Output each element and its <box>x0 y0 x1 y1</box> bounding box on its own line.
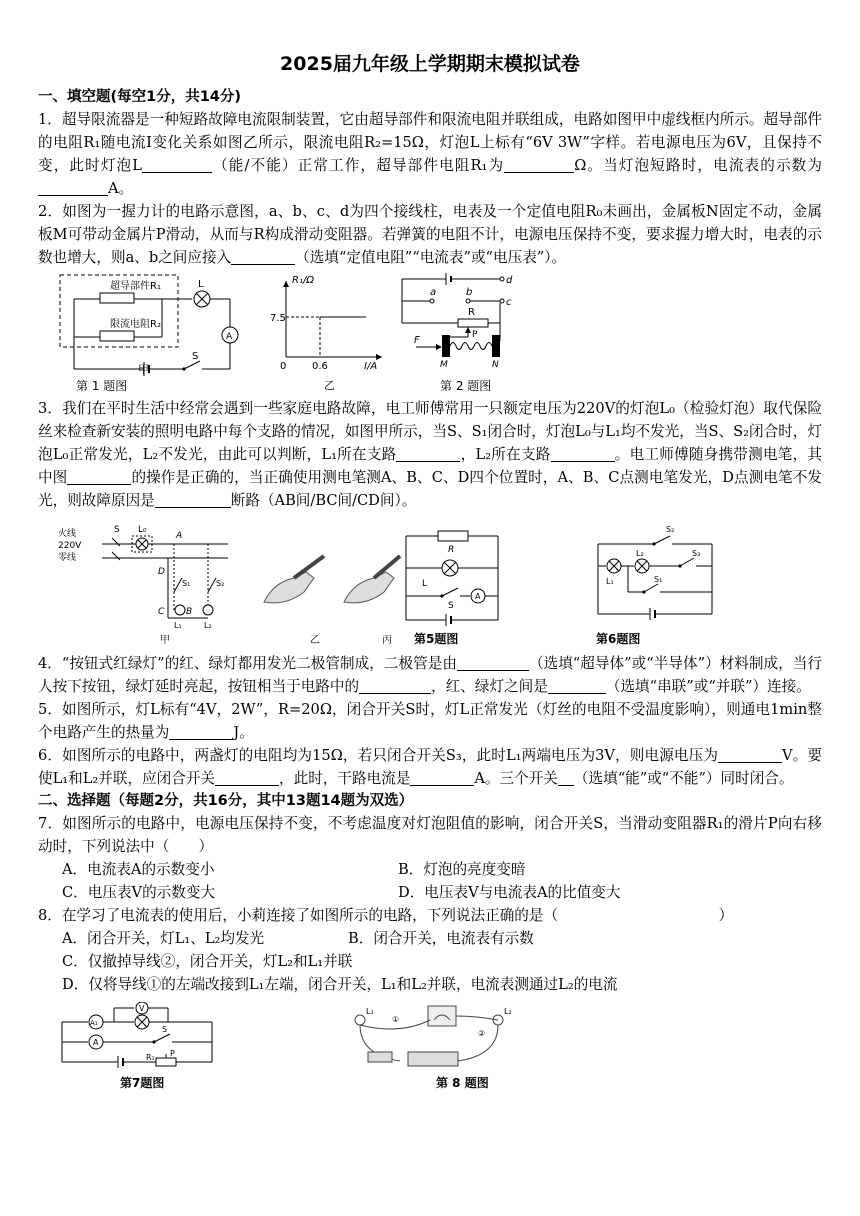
label-bing: 丙 <box>382 635 392 646</box>
terminal-c: c <box>506 297 512 308</box>
label-yi: 乙 <box>310 635 320 646</box>
figure-1-caption: 第 1 题图 <box>76 379 128 393</box>
label-S: S <box>448 601 454 611</box>
label-S: S <box>114 525 120 535</box>
label-S2: S₂ <box>666 525 675 534</box>
blank <box>551 445 615 462</box>
question-7-options-row-2 <box>38 881 822 904</box>
question-1: 1．超导限流器是一种短路故障电流限制装置，它由超导部件和限流电阻并联组成，电路如图甲中虚线框内所示。超导部件的电阻R₁随电流I变化关系如图乙所示，限流电阻R₂=15Ω，灯泡L上标有“6V 3W”字样。若电源电压为6V，且保持不变，此时灯泡L （能/不能）正常工作，超导部件电阻R₁为 Ω。当灯泡短路时，电流表的示数为A。 <box>38 111 822 197</box>
blank <box>215 769 279 786</box>
question-8-options-row-3 <box>38 973 822 996</box>
label-R: R <box>448 545 455 555</box>
question-8-options-row-1 <box>38 927 822 950</box>
blank <box>231 248 295 265</box>
blank <box>38 179 108 196</box>
label-R1: R₁ <box>146 1053 155 1062</box>
ammeter-a1-label: A₁ <box>90 1019 98 1027</box>
terminal-d: d <box>506 275 513 286</box>
blank <box>169 723 233 740</box>
label-S1: S₁ <box>182 579 191 588</box>
figure-1-yi-graph <box>270 269 390 373</box>
label-yi: 乙 <box>324 379 335 392</box>
label-220v: 220V <box>58 541 82 551</box>
option-7b[interactable]: B．灯泡的亮度变暗 <box>398 861 526 878</box>
blank <box>410 769 474 786</box>
label-point-A: A <box>176 531 183 541</box>
blank <box>142 156 212 173</box>
option-7d[interactable]: D．电压表V与电流表A的比值变大 <box>398 884 621 901</box>
question-6: 6．如图所示的电路中，两盏灯的电阻均为15Ω，若只闭合开关S₃，此时L₁两端电压为3V，则电源电压为 V。要使L₁和L₂并联，应闭合开关 ，此时，干路电流是 A。三个开关 （选填“能”或“不能”）同时闭合。 <box>38 747 823 787</box>
figure-7-circuit <box>58 1002 218 1072</box>
figure-2-caption: 第 2 题图 <box>440 379 492 393</box>
blank <box>504 156 574 173</box>
label-live-wire: 火线 <box>58 529 77 539</box>
option-8d[interactable]: D．仅将导线①的左端改接到L₁左端，闭合开关，L₁和L₂并联，电流表测通过L₂的电流 <box>62 976 618 993</box>
question-7-options-row-1 <box>38 858 822 881</box>
label-S: S <box>162 1025 168 1034</box>
label-M: M <box>440 360 448 370</box>
label-superconductor: 超导部件R₁ <box>110 281 161 292</box>
label-S1: S₁ <box>654 575 663 584</box>
ammeter-label: A <box>475 592 481 601</box>
label-jia: 甲 <box>138 363 149 376</box>
option-8a[interactable]: A．闭合开关，灯L₁、L₂均发光 <box>62 930 265 947</box>
option-8b[interactable]: B．闭合开关，电流表有示数 <box>348 930 534 947</box>
ammeter-label: A <box>226 332 233 342</box>
figure-5-circuit <box>402 526 502 626</box>
label-P: P <box>170 1049 175 1058</box>
figure-row-1 <box>38 269 822 397</box>
blank <box>396 445 460 462</box>
figure-6-circuit <box>594 522 718 626</box>
page-title: 2025届九年级上学期期末模拟试卷 <box>280 53 580 75</box>
label-wire-2: ② <box>478 1029 486 1038</box>
label-limiting-resistor: 限流电阻R₂ <box>110 319 161 330</box>
figure-row-2 <box>38 522 822 652</box>
ammeter-a-label: A <box>93 1038 99 1047</box>
label-S3: S₃ <box>692 549 701 558</box>
label-F: F <box>414 335 420 346</box>
label-lamp: L <box>198 279 204 290</box>
label-L2: L₂ <box>204 621 212 630</box>
label-P: P <box>472 330 478 340</box>
figure-7-caption: 第7题图 <box>120 1076 165 1090</box>
label-L0: L₀ <box>138 525 147 535</box>
option-8c[interactable]: C．仅撤掉导线②，闭合开关，灯L₂和L₁并联 <box>62 953 353 970</box>
label-wire-1: ① <box>392 1015 400 1024</box>
label-L: L <box>422 579 428 589</box>
blank <box>558 769 574 786</box>
label-N: N <box>492 360 499 370</box>
question-8-stem: 8．在学习了电流表的使用后，小莉连接了如图所示的电路，下列说法正确的是（ ） <box>38 907 734 924</box>
figure-3-test-pen-hands <box>254 542 404 612</box>
label-point-C: C <box>158 607 165 617</box>
question-3: 3．我们在平时生活中经常会遇到一些家庭电路故障，电工师傅常用一只额定电压为220V的灯泡L₀（检验灯泡）取代保险丝来检查新安装的照明电路中每个支路的情况，如图甲所示，当S、S₁闭合时，灯泡L₀与L₁均不发光，当S、S₂闭合时，灯泡L₀正常发光，L₂不发光，由此可以判断，L₁所在支路 ，L₂所在支路 。电工师傅随身携带测电笔，其中图 的操作是正确的，当正确使用测电笔测A、B、C、D四个位置时，A、B、C点测电笔发光，D点测电笔不发光，则故障原因是 断路（AB间/BC间/CD间）。 <box>38 400 822 509</box>
section-fill-blank: 一、填空题(每空1分，共14分) <box>38 89 242 105</box>
question-4: 4．“按钮式红绿灯”的红、绿灯都用发光二极管制成，二极管是由 （选填“超导体”或“半导体”）材料制成，当行人按下按钮，绿灯延时亮起，按钮相当于电路中的 ，红、绿灯之间是 （选填“串联”或“并联”）连接。 <box>38 655 822 695</box>
label-neutral-wire: 零线 <box>58 553 77 563</box>
blank <box>359 677 431 694</box>
figure-8-physical-circuit <box>338 1002 538 1072</box>
question-7-stem: 7．如图所示的电路中，电源电压保持不变，不考虑温度对灯泡阻值的影响，闭合开关S，当滑动变阻器R₁的滑片P向右移动时，下列说法中（ ） <box>38 815 822 855</box>
blank <box>548 677 606 694</box>
graph-x-tick: 0.6 <box>312 361 328 372</box>
blank <box>67 468 131 485</box>
label-L1: L₁ <box>606 577 614 586</box>
figure-1-jia-circuit <box>54 273 254 377</box>
label-L2: L₂ <box>504 1007 512 1016</box>
figure-row-3 <box>38 1002 822 1092</box>
figure-8-caption: 第 8 题图 <box>436 1076 489 1090</box>
question-2: 2．如图为一握力计的电路示意图，a、b、c、d为四个接线柱，电表及一个定值电阻R₀未画出，金属板N固定不动，金属板M可带动金属片P滑动，从而与R构成滑动变阻器。若弹簧的电阻不计，电源电压保持不变，要求握力增大时，电表的示数也增大，则a、b之间应接入 （选填“定值电阻”“电流表”或“电压表”）。 <box>38 203 822 266</box>
label-point-B: B <box>186 607 193 617</box>
label-L1: L₁ <box>366 1007 374 1016</box>
label-R: R <box>468 307 475 318</box>
question-5: 5．如图所示，灯L标有“4V，2W”，R=20Ω，闭合开关S时，灯L正常发光（灯丝的电阻不受温度影响），则通电1min整个电路产生的热量为 J。 <box>38 701 822 741</box>
graph-x-label: I/A <box>364 361 378 372</box>
blank <box>155 491 231 508</box>
voltmeter-label: V <box>139 1004 145 1013</box>
graph-y-tick: 7.5 <box>270 313 286 324</box>
figure-6-caption: 第6题图 <box>596 632 641 646</box>
terminal-a: a <box>430 287 437 298</box>
section-multiple-choice: 二、选择题（每题2分，共16分，其中13题14题为双选） <box>38 793 414 809</box>
label-point-D: D <box>158 567 165 577</box>
option-7c[interactable]: C．电压表V的示数变大 <box>62 884 216 901</box>
graph-origin: 0 <box>280 361 287 372</box>
label-L2: L₂ <box>636 549 644 558</box>
label-S2: S₂ <box>216 579 225 588</box>
terminal-b: b <box>466 287 473 298</box>
graph-y-label: R₁/Ω <box>292 275 314 286</box>
blank <box>457 654 529 671</box>
blank <box>718 746 782 763</box>
label-L1: L₁ <box>174 621 182 630</box>
option-7a[interactable]: A．电流表A的示数变小 <box>62 861 215 878</box>
question-8-options-row-2 <box>38 950 822 973</box>
figure-5-caption: 第5题图 <box>414 632 459 646</box>
figure-2-grip-circuit <box>396 271 526 371</box>
label-switch: S <box>192 351 199 362</box>
label-jia: 甲 <box>160 635 170 646</box>
figure-3-jia-household-circuit <box>58 522 228 632</box>
